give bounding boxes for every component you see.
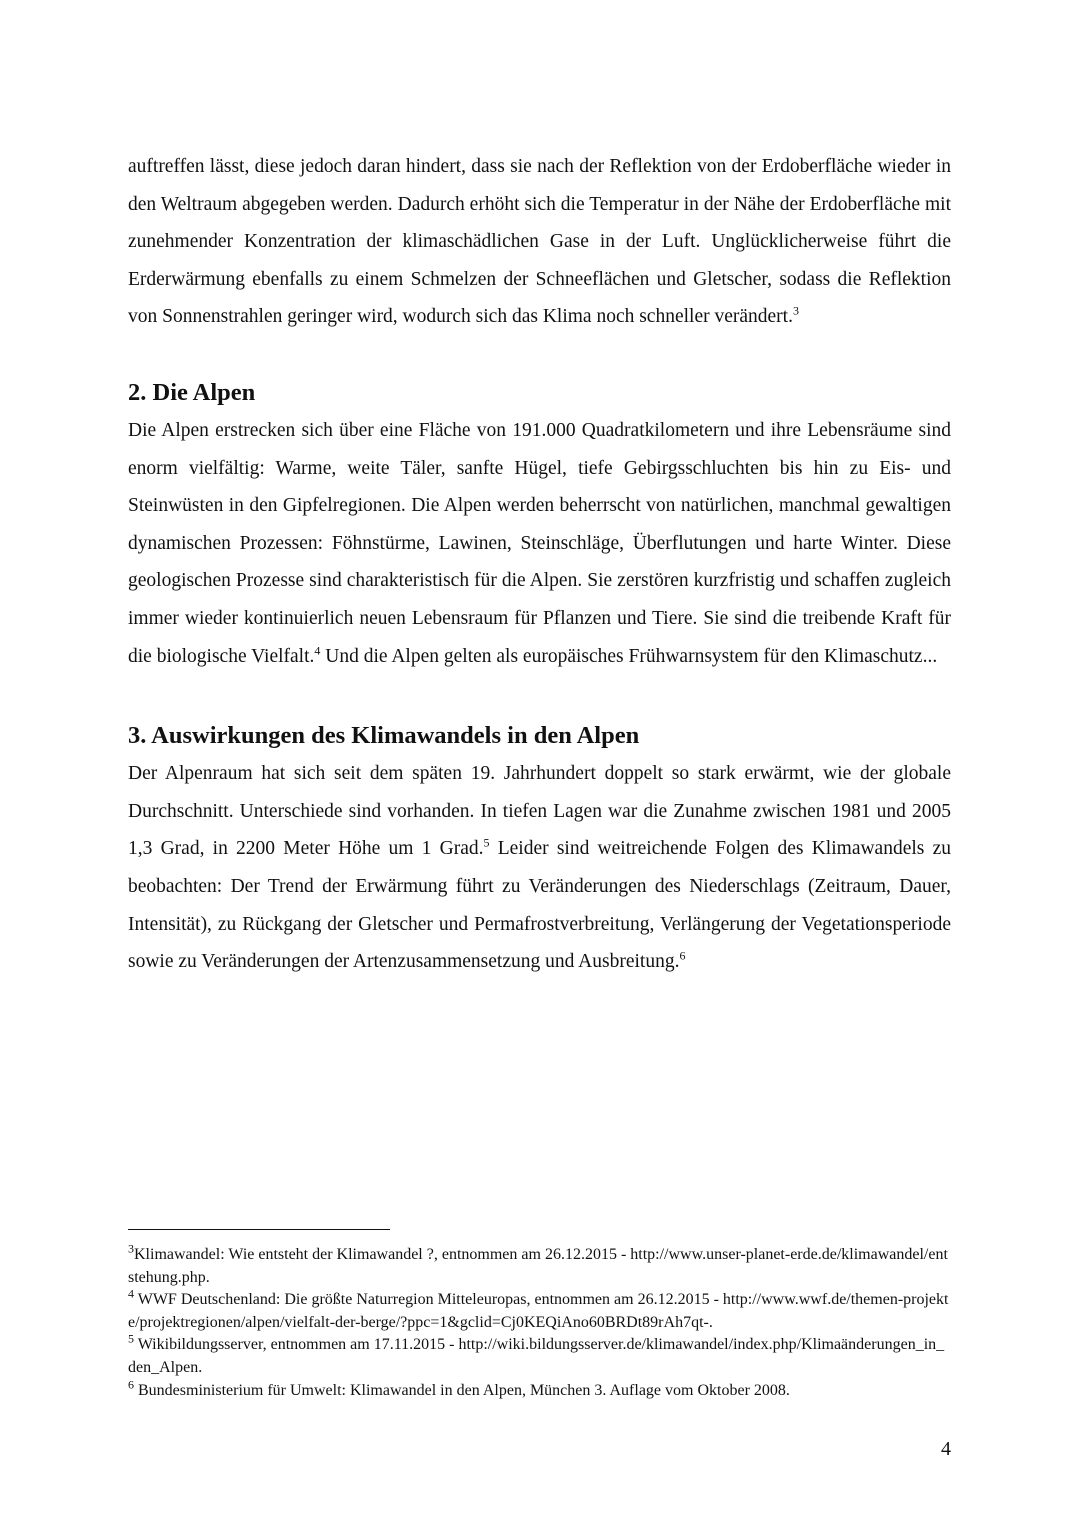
footnote-ref-3[interactable]: 3 [792,303,799,318]
footnote-text: Bundesministerium für Umwelt: Klimawandel in den Alpen, München 3. Auflage vom Oktober 2008. [134,1381,790,1399]
paragraph-die-alpen [128,412,951,675]
page-body [128,148,951,981]
footnote-ref-4[interactable]: 4 [314,643,321,658]
paragraph-auswirkungen [128,755,951,981]
footnote-text[interactable]: Wikibildungsserver, entnommen am 17.11.2015 - http://wiki.bildungsserver.de/klimawandel/index.php/Klimaänderungen_in_den_Alpen. [128,1336,945,1376]
paragraph-text: Und die Alpen gelten als europäisches Frühwarnsystem für den Klimaschutz... [320,645,938,667]
paragraph-text: Die Alpen erstrecken sich über eine Fläche von 191.000 Quadratkilometern und ihre Lebensräume sind enorm vielfältig: Warme, weite Täler, sanfte Hügel, tiefe Gebirgsschluchten bis hin zu Eis- und Steinwüsten in den Gipfelregionen. Die Alpen werden beherrscht von natürlichen, manchmal gewaltigen dynamischen Prozessen: Föhnstürme, Lawinen, Steinschläge, Überflutungen und harte Winter. Diese geologischen Prozesse sind charakteristisch für die Alpen. Sie zerstören kurzfristig und schaffen zugleich immer wieder kontinuierlich neuen Lebensraum für Pflanzen und Tiere. Sie sind die treibende Kraft für die biologische Vielfalt. [128,419,951,667]
page-number: 4 [941,1438,951,1460]
footnote-number: 3 [128,1241,134,1256]
footnote-number: 5 [128,1332,134,1347]
section-heading-die-alpen: 2. Die Alpen [128,378,256,406]
footnote-6 [128,1377,951,1403]
paragraph-greenhouse-effect [128,148,951,336]
footnote-3 [128,1241,951,1289]
footnote-divider [128,1229,390,1230]
footnote-number: 4 [128,1286,134,1301]
section-heading-auswirkungen: 3. Auswirkungen des Klimawandels in den Alpen [128,722,640,750]
footnote-ref-5[interactable]: 5 [483,835,490,850]
footnote-text[interactable]: WWF Deutschenland: Die größte Naturregion Mitteleuropas, entnommen am 26.12.2015 - http://www.wwf.de/themen-projekte/projektregionen/alpen/vielfalt-der-berge/?ppc=1&gclid=Cj0KEQiAno60BRDt89rAh7qt-. [128,1291,949,1331]
paragraph-text: auftreffen lässt, diese jedoch daran hindert, dass sie nach der Reflektion von der Erdoberfläche wieder in den Weltraum abgegeben werden. Dadurch erhöht sich die Temperatur in der Nähe der Erdoberfläche mit zunehmender Konzentration der klimaschädlichen Gase in der Luft. Unglücklicherweise führt die Erderwärmung ebenfalls zu einem Schmelzen der Schneeflächen und Gletscher, sodass die Reflektion von Sonnenstrahlen geringer wird, wodurch sich das Klima noch schneller verändert. [128,156,951,328]
footnote-5 [128,1334,951,1379]
footnote-4 [128,1286,951,1334]
footnote-text[interactable]: Klimawandel: Wie entsteht der Klimawandel ?, entnommen am 26.12.2015 - http://www.unser-planet-erde.de/klimawandel/entstehung.php. [128,1246,948,1286]
paragraph-text: Leider sind weitreichende Folgen des Klimawandels zu beobachten: Der Trend der Erwärmung führt zu Veränderungen des Niederschlags (Zeitraum, Dauer, Intensität), zu Rückgang der Gletscher und Permafrostverbreitung, Verlängerung der Vegetationsperiode sowie zu Veränderungen der Artenzusammensetzung und Ausbreitung. [128,838,951,973]
footnote-ref-6[interactable]: 6 [679,948,686,963]
footnotes [128,1229,951,1402]
footnote-number: 6 [128,1377,134,1392]
paragraph-text: Der Alpenraum hat sich seit dem späten 19. Jahrhundert doppelt so stark erwärmt, wie der globale Durchschnitt. Unterschiede sind vorhanden. In tiefen Lagen war die Zunahme zwischen 1981 und 2005 1,3 Grad, in 2200 Meter Höhe um 1 Grad. [128,763,951,860]
